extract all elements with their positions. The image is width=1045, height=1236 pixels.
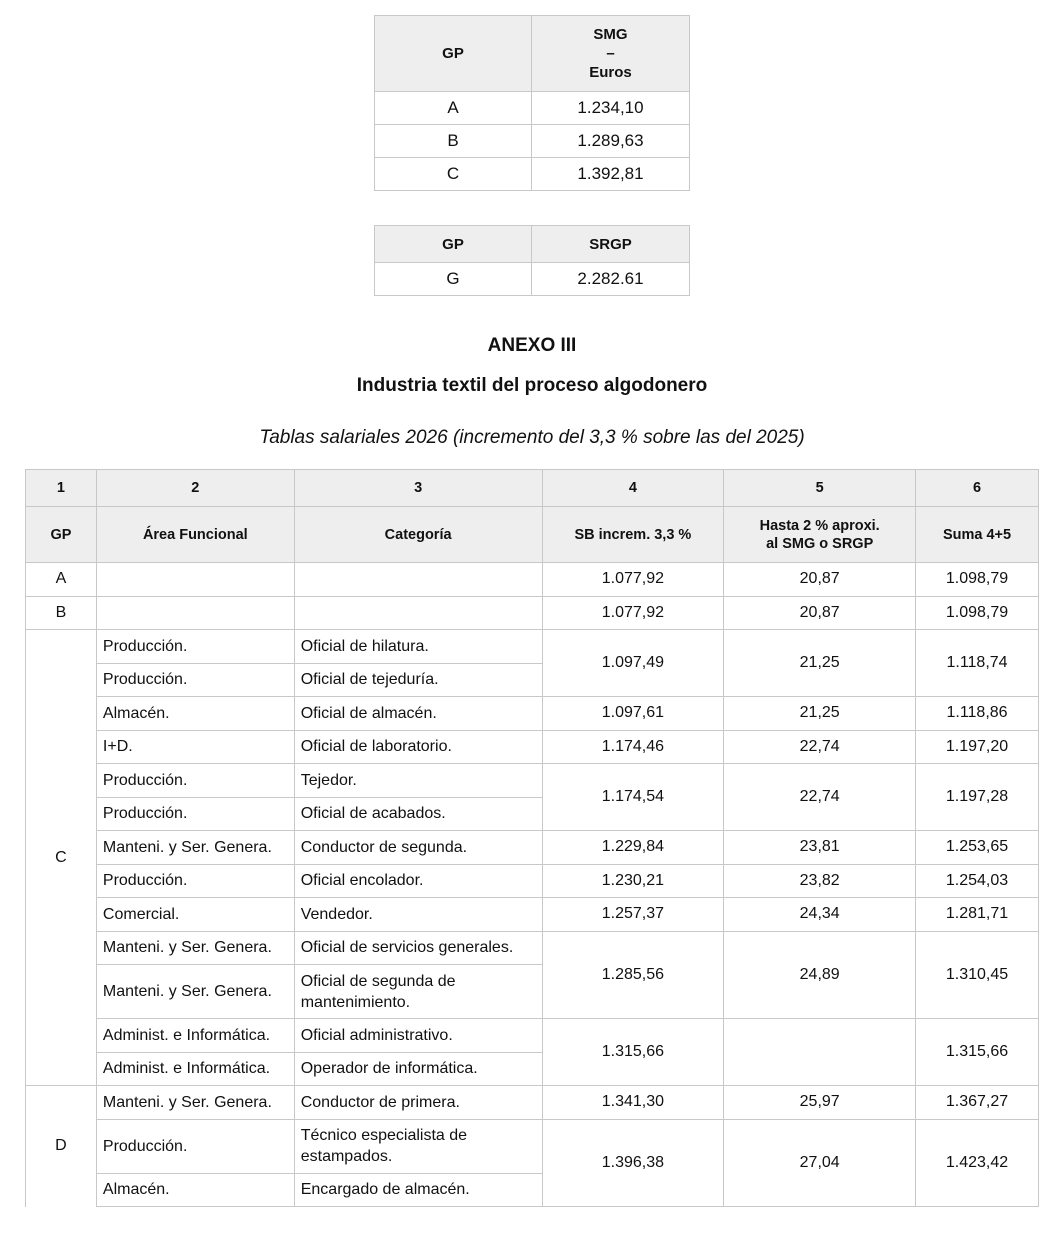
sb-cell: 1.174,54 [542,764,724,831]
column-header-row [26,507,1039,563]
categoria-cell: Oficial administrativo. [294,1019,542,1053]
categoria-header: Categoría [294,507,542,563]
area-cell: I+D. [96,730,294,764]
categoria-cell: Técnico especialista de estampados. [294,1119,542,1173]
categoria-cell: Oficial de segunda de mantenimiento. [294,965,542,1019]
gp-cell: C [375,158,532,191]
area-cell: Manteni. y Ser. Genera. [96,831,294,865]
sb-cell: 1.315,66 [542,1019,724,1086]
suma-cell: 1.315,66 [916,1019,1039,1086]
smg-header-line: Euros [589,64,632,81]
categoria-cell: Operador de informática. [294,1052,542,1086]
area-cell: Producción. [96,797,294,831]
area-header: Área Funcional [96,507,294,563]
hasta-header-line: al SMG o SRGP [766,535,874,552]
gp-cell: B [375,125,532,158]
sb-cell: 1.077,92 [542,563,724,597]
hasta-cell: 24,34 [724,898,916,932]
gp-cell: A [26,563,97,597]
gp-header: GP [375,226,532,263]
smg-table [374,15,690,191]
sb-cell: 1.229,84 [542,831,724,865]
table-row [26,898,1039,932]
categoria-cell: Conductor de primera. [294,1086,542,1120]
area-cell [96,596,294,630]
sb-cell: 1.077,92 [542,596,724,630]
col-number: 6 [916,470,1039,507]
categoria-cell: Oficial encolador. [294,864,542,898]
table-row [26,831,1039,865]
table-row [375,158,690,191]
gp-cell: B [26,596,97,630]
col-number: 5 [724,470,916,507]
area-cell: Producción. [96,764,294,798]
categoria-cell: Oficial de almacén. [294,697,542,731]
table-row [26,931,1039,965]
hasta-cell: 24,89 [724,931,916,1019]
sb-cell: 1.097,61 [542,697,724,731]
categoria-cell [294,596,542,630]
area-cell: Producción. [96,1119,294,1173]
hasta-cell [724,1019,916,1086]
gp-cell: G [375,263,532,296]
table-row [26,1086,1039,1120]
col-number: 3 [294,470,542,507]
sb-cell: 1.230,21 [542,864,724,898]
categoria-cell [294,563,542,597]
suma-cell: 1.098,79 [916,596,1039,630]
smg-header-line: – [606,45,615,62]
categoria-cell: Oficial de servicios generales. [294,931,542,965]
categoria-cell: Oficial de laboratorio. [294,730,542,764]
sb-cell: 1.285,56 [542,931,724,1019]
table-row [26,864,1039,898]
hasta-cell: 23,81 [724,831,916,865]
hasta-header [724,507,916,563]
suma-header: Suma 4+5 [916,507,1039,563]
area-cell: Producción. [96,630,294,664]
area-cell: Almacén. [96,697,294,731]
sb-cell: 1.257,37 [542,898,724,932]
annex-title: ANEXO III [487,335,577,356]
categoria-cell: Conductor de segunda. [294,831,542,865]
hasta-cell: 22,74 [724,730,916,764]
table-row [375,92,690,125]
smg-euros-header [532,16,690,92]
area-cell: Producción. [96,864,294,898]
value-cell: 1.234,10 [532,92,690,125]
gp-cell: A [375,92,532,125]
area-cell: Administ. e Informática. [96,1019,294,1053]
suma-cell: 1.310,45 [916,931,1039,1019]
suma-cell: 1.118,86 [916,697,1039,731]
area-cell: Manteni. y Ser. Genera. [96,931,294,965]
hasta-header-line: Hasta 2 % aproxi. [759,517,880,534]
srgp-table [374,225,690,296]
hasta-cell: 21,25 [724,697,916,731]
col-number: 1 [26,470,97,507]
gp-header: GP [375,16,532,92]
suma-cell: 1.423,42 [916,1119,1039,1207]
table-row [26,596,1039,630]
area-cell: Producción. [96,663,294,697]
hasta-cell: 22,74 [724,764,916,831]
suma-cell: 1.281,71 [916,898,1039,932]
area-cell: Manteni. y Ser. Genera. [96,1086,294,1120]
table-row [375,125,690,158]
suma-cell: 1.118,74 [916,630,1039,697]
col-number: 4 [542,470,724,507]
table-row [26,697,1039,731]
salary-table [25,469,1039,1207]
area-cell: Comercial. [96,898,294,932]
table-row [26,563,1039,597]
categoria-cell: Oficial de tejeduría. [294,663,542,697]
col-number: 2 [96,470,294,507]
gp-cell: D [26,1086,97,1207]
sb-cell: 1.097,49 [542,630,724,697]
categoria-cell: Vendedor. [294,898,542,932]
smg-header-line: SMG [593,26,628,43]
hasta-cell: 23,82 [724,864,916,898]
table-row [26,1019,1039,1053]
srgp-header: SRGP [532,226,690,263]
area-cell [96,563,294,597]
sb-cell: 1.396,38 [542,1119,724,1207]
hasta-cell: 25,97 [724,1086,916,1120]
column-number-row [26,470,1039,507]
suma-cell: 1.367,27 [916,1086,1039,1120]
annex-heading: Industria textil del proceso algodonero [356,375,708,396]
suma-cell: 1.254,03 [916,864,1039,898]
table-row [26,1119,1039,1173]
area-cell: Manteni. y Ser. Genera. [96,965,294,1019]
gp-header: GP [26,507,97,563]
sb-cell: 1.174,46 [542,730,724,764]
table-row [26,730,1039,764]
categoria-cell: Encargado de almacén. [294,1173,542,1207]
categoria-cell: Tejedor. [294,764,542,798]
hasta-cell: 21,25 [724,630,916,697]
table-row [26,630,1039,664]
gp-cell: C [26,630,97,1086]
suma-cell: 1.197,20 [916,730,1039,764]
area-cell: Administ. e Informática. [96,1052,294,1086]
value-cell: 1.392,81 [532,158,690,191]
area-cell: Almacén. [96,1173,294,1207]
hasta-cell: 27,04 [724,1119,916,1207]
annex-subtitle: Tablas salariales 2026 (incremento del 3,3 % sobre las del 2025) [259,427,805,448]
hasta-cell: 20,87 [724,596,916,630]
sb-cell: 1.341,30 [542,1086,724,1120]
table-row [375,263,690,296]
hasta-cell: 20,87 [724,563,916,597]
suma-cell: 1.197,28 [916,764,1039,831]
table-row [26,764,1039,798]
value-cell: 1.289,63 [532,125,690,158]
categoria-cell: Oficial de acabados. [294,797,542,831]
suma-cell: 1.098,79 [916,563,1039,597]
sb-header: SB increm. 3,3 % [542,507,724,563]
categoria-cell: Oficial de hilatura. [294,630,542,664]
suma-cell: 1.253,65 [916,831,1039,865]
value-cell: 2.282.61 [532,263,690,296]
